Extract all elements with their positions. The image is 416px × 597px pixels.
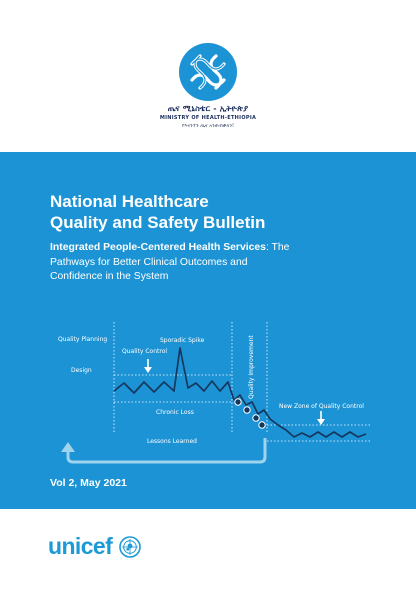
- label-quality-planning: Quality Planning: [58, 336, 108, 343]
- title-line-1: National Healthcare: [50, 192, 209, 211]
- new-zone-arrow-icon: [317, 411, 325, 425]
- title-line-2: Quality and Safety Bulletin: [50, 213, 266, 232]
- label-chronic-loss: Chronic Loss: [156, 409, 194, 416]
- ministry-name-english: MINISTRY OF HEALTH-ETHIOPIA: [159, 115, 257, 121]
- label-quality-control: Quality Control: [122, 348, 168, 355]
- ministry-logo-icon: [178, 42, 238, 102]
- unicef-emblem-icon: [119, 536, 141, 558]
- subtitle-rest: : The Pathways for Better Clinical Outcomes and Confidence in the System: [50, 242, 290, 282]
- volume-date: Vol 2, May 2021: [50, 477, 127, 489]
- ministry-name-amharic: ጤና ሚኒስቴር - ኢትዮጵያ: [167, 104, 249, 113]
- label-design: Design: [71, 367, 92, 374]
- label-quality-improvement: Quality Improvement: [248, 335, 255, 399]
- label-sporadic-spike: Sporadic Spike: [160, 337, 205, 344]
- quality-trilogy-diagram: [0, 152, 416, 509]
- quality-control-arrow-icon: [144, 359, 152, 373]
- subtitle-lead: Integrated People-Centered Health Services: [50, 242, 266, 253]
- label-new-zone: New Zone of Quality Control: [279, 403, 364, 410]
- performance-line: [114, 348, 366, 437]
- cover-header: [0, 0, 416, 152]
- ministry-motto: የእናንተን ጤና አንጠብቃለን!: [181, 123, 234, 129]
- cover-footer: [0, 509, 416, 597]
- unicef-wordmark: unicef: [48, 533, 113, 559]
- cover-band: [0, 152, 416, 509]
- label-lessons-learned: Lessons Learned: [147, 438, 197, 445]
